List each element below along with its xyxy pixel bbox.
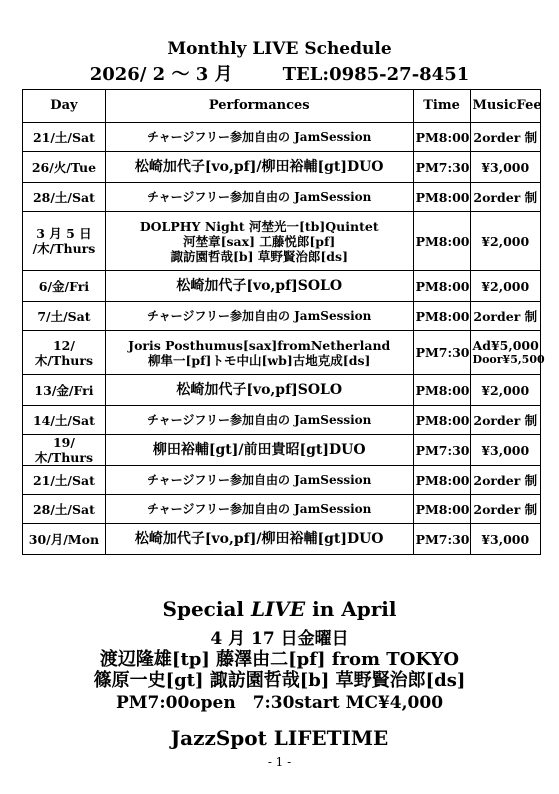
row-time: PM7:30 bbox=[413, 435, 470, 466]
venue-name: JazzSpot LIFETIME bbox=[170, 726, 389, 750]
fee-line: ¥3,000 bbox=[481, 531, 530, 547]
row-time: PM8:00 bbox=[413, 495, 470, 524]
row-day: 19/木/Thurs bbox=[23, 435, 106, 466]
row-fee bbox=[470, 152, 540, 183]
row-time: PM7:30 bbox=[413, 331, 470, 375]
row-time: PM8:00 bbox=[413, 183, 470, 212]
row-performance bbox=[105, 331, 413, 375]
row-fee bbox=[470, 302, 540, 331]
row-performance bbox=[105, 375, 413, 406]
special-date: 4 月 17 日金曜日 bbox=[210, 629, 349, 649]
row-fee bbox=[470, 495, 540, 524]
schedule-period: 2026/ 2 ～ 3 月 bbox=[89, 64, 233, 85]
performance-line: 松崎加代子[vo,pf]SOLO bbox=[176, 381, 343, 398]
special-heading-live: LIVE bbox=[250, 597, 306, 621]
special-lineup-2: 篠原一史[gt] 諏訪園哲哉[b] 草野賢治郎[ds] bbox=[93, 670, 466, 691]
special-heading-prefix: Special bbox=[162, 597, 251, 621]
row-time: PM8:00 bbox=[413, 375, 470, 406]
row-fee bbox=[470, 435, 540, 466]
performance-line: 河埜章[sax] 工藤悦郎[pf] bbox=[183, 233, 336, 249]
fee-line: ¥2,000 bbox=[481, 233, 530, 249]
row-fee bbox=[470, 331, 545, 375]
performance-line: 諏訪園哲哉[b] 草野賢治郎[ds] bbox=[170, 248, 348, 264]
row-day: 12/木/Thurs bbox=[23, 331, 106, 375]
table-row bbox=[23, 375, 541, 406]
row-performance bbox=[105, 183, 413, 212]
table-header-row bbox=[23, 90, 541, 123]
row-performance bbox=[105, 524, 413, 555]
table-row bbox=[23, 331, 541, 375]
table-row bbox=[23, 466, 541, 495]
column-header-time: Time bbox=[413, 90, 470, 123]
fee-line: 2order 制 bbox=[473, 412, 538, 428]
phone-number: TEL:0985-27-8451 bbox=[282, 64, 470, 85]
performance-line: チャージフリー参加自由の JamSession bbox=[147, 308, 372, 323]
row-day: 7/土/Sat bbox=[23, 302, 106, 331]
performance-line: Joris Posthumus[sax]fromNetherland bbox=[128, 337, 391, 353]
row-day: 28/土/Sat bbox=[23, 495, 106, 524]
row-time: PM8:00 bbox=[413, 212, 470, 271]
performance-line: チャージフリー参加自由の JamSession bbox=[147, 472, 372, 487]
row-fee bbox=[470, 183, 540, 212]
row-fee bbox=[470, 123, 540, 152]
fee-line: 2order 制 bbox=[473, 501, 538, 517]
performance-line: 柳隼一[pf]トモ中山[wb]古地克成[ds] bbox=[148, 352, 371, 368]
row-time: PM8:00 bbox=[413, 406, 470, 435]
row-fee bbox=[470, 212, 540, 271]
table-row bbox=[23, 123, 541, 152]
row-time: PM8:00 bbox=[413, 123, 470, 152]
table-row bbox=[23, 302, 541, 331]
row-performance bbox=[105, 302, 413, 331]
performance-line: 松崎加代子[vo,pf]/柳田裕輔[gt]DUO bbox=[134, 158, 384, 175]
table-row bbox=[23, 435, 541, 466]
fee-line: ¥2,000 bbox=[481, 278, 530, 294]
fee-line: Door¥5,500 bbox=[472, 353, 545, 367]
table-row bbox=[23, 152, 541, 183]
row-fee bbox=[470, 375, 540, 406]
row-fee bbox=[470, 466, 540, 495]
table-row bbox=[23, 271, 541, 302]
table-row bbox=[23, 495, 541, 524]
fee-line: 2order 制 bbox=[473, 472, 538, 488]
fee-line: Ad¥5,000 bbox=[472, 338, 539, 354]
row-performance bbox=[105, 435, 413, 466]
performance-line: チャージフリー参加自由の JamSession bbox=[147, 412, 372, 427]
page-number: - 1 - bbox=[267, 755, 292, 769]
schedule-subtitle bbox=[0, 60, 559, 86]
row-time: PM8:00 bbox=[413, 271, 470, 302]
row-performance bbox=[105, 466, 413, 495]
row-time: PM8:00 bbox=[413, 466, 470, 495]
row-performance bbox=[105, 123, 413, 152]
schedule-table bbox=[22, 89, 545, 555]
row-day: 6/金/Fri bbox=[23, 271, 106, 302]
fee-line: 2order 制 bbox=[473, 189, 538, 205]
special-time-fee: PM7:00open 7:30start MC¥4,000 bbox=[115, 693, 444, 713]
row-day: 26/火/Tue bbox=[23, 152, 106, 183]
row-performance bbox=[105, 212, 413, 271]
row-fee bbox=[470, 406, 540, 435]
special-heading-suffix: in April bbox=[305, 597, 397, 621]
performance-line: DOLPHY Night 河埜光一[tb]Quintet bbox=[139, 218, 379, 234]
row-performance bbox=[105, 152, 413, 183]
performance-line: 松崎加代子[vo,pf]/柳田裕輔[gt]DUO bbox=[134, 530, 384, 547]
performance-line: チャージフリー参加自由の JamSession bbox=[147, 189, 372, 204]
row-time: PM8:00 bbox=[413, 302, 470, 331]
schedule-title: Monthly LIVE Schedule bbox=[167, 39, 392, 59]
row-day: 30/月/Mon bbox=[23, 524, 106, 555]
fee-line: ¥3,000 bbox=[481, 159, 530, 175]
performance-line: 柳田裕輔[gt]/前田貴昭[gt]DUO bbox=[152, 441, 366, 458]
row-performance bbox=[105, 495, 413, 524]
row-day: 14/土/Sat bbox=[23, 406, 106, 435]
performance-line: 松崎加代子[vo,pf]SOLO bbox=[176, 277, 343, 294]
fee-line: 2order 制 bbox=[473, 308, 538, 324]
row-day: 21/土/Sat bbox=[23, 123, 106, 152]
row-fee bbox=[470, 271, 540, 302]
fee-line: 2order 制 bbox=[473, 129, 538, 145]
special-heading bbox=[0, 597, 559, 621]
performance-line: チャージフリー参加自由の JamSession bbox=[147, 129, 372, 144]
row-day: 13/金/Fri bbox=[23, 375, 106, 406]
row-time: PM7:30 bbox=[413, 524, 470, 555]
column-header-musicfee: MusicFee bbox=[470, 90, 540, 123]
table-row bbox=[23, 212, 541, 271]
fee-line: ¥3,000 bbox=[481, 442, 530, 458]
table-row bbox=[23, 183, 541, 212]
row-day: 28/土/Sat bbox=[23, 183, 106, 212]
row-fee bbox=[470, 524, 540, 555]
table-row bbox=[23, 406, 541, 435]
row-day: 21/土/Sat bbox=[23, 466, 106, 495]
column-header-performances: Performances bbox=[105, 90, 413, 123]
row-time: PM7:30 bbox=[413, 152, 470, 183]
row-performance bbox=[105, 271, 413, 302]
column-header-day: Day bbox=[23, 90, 106, 123]
table-row bbox=[23, 524, 541, 555]
special-lineup-1: 渡辺隆雄[tp] 藤澤由二[pf] from TOKYO bbox=[99, 649, 460, 670]
row-day: 3 月 5 日 /木/Thurs bbox=[23, 212, 106, 271]
row-performance bbox=[105, 406, 413, 435]
performance-line: チャージフリー参加自由の JamSession bbox=[147, 501, 372, 516]
fee-line: ¥2,000 bbox=[481, 382, 530, 398]
